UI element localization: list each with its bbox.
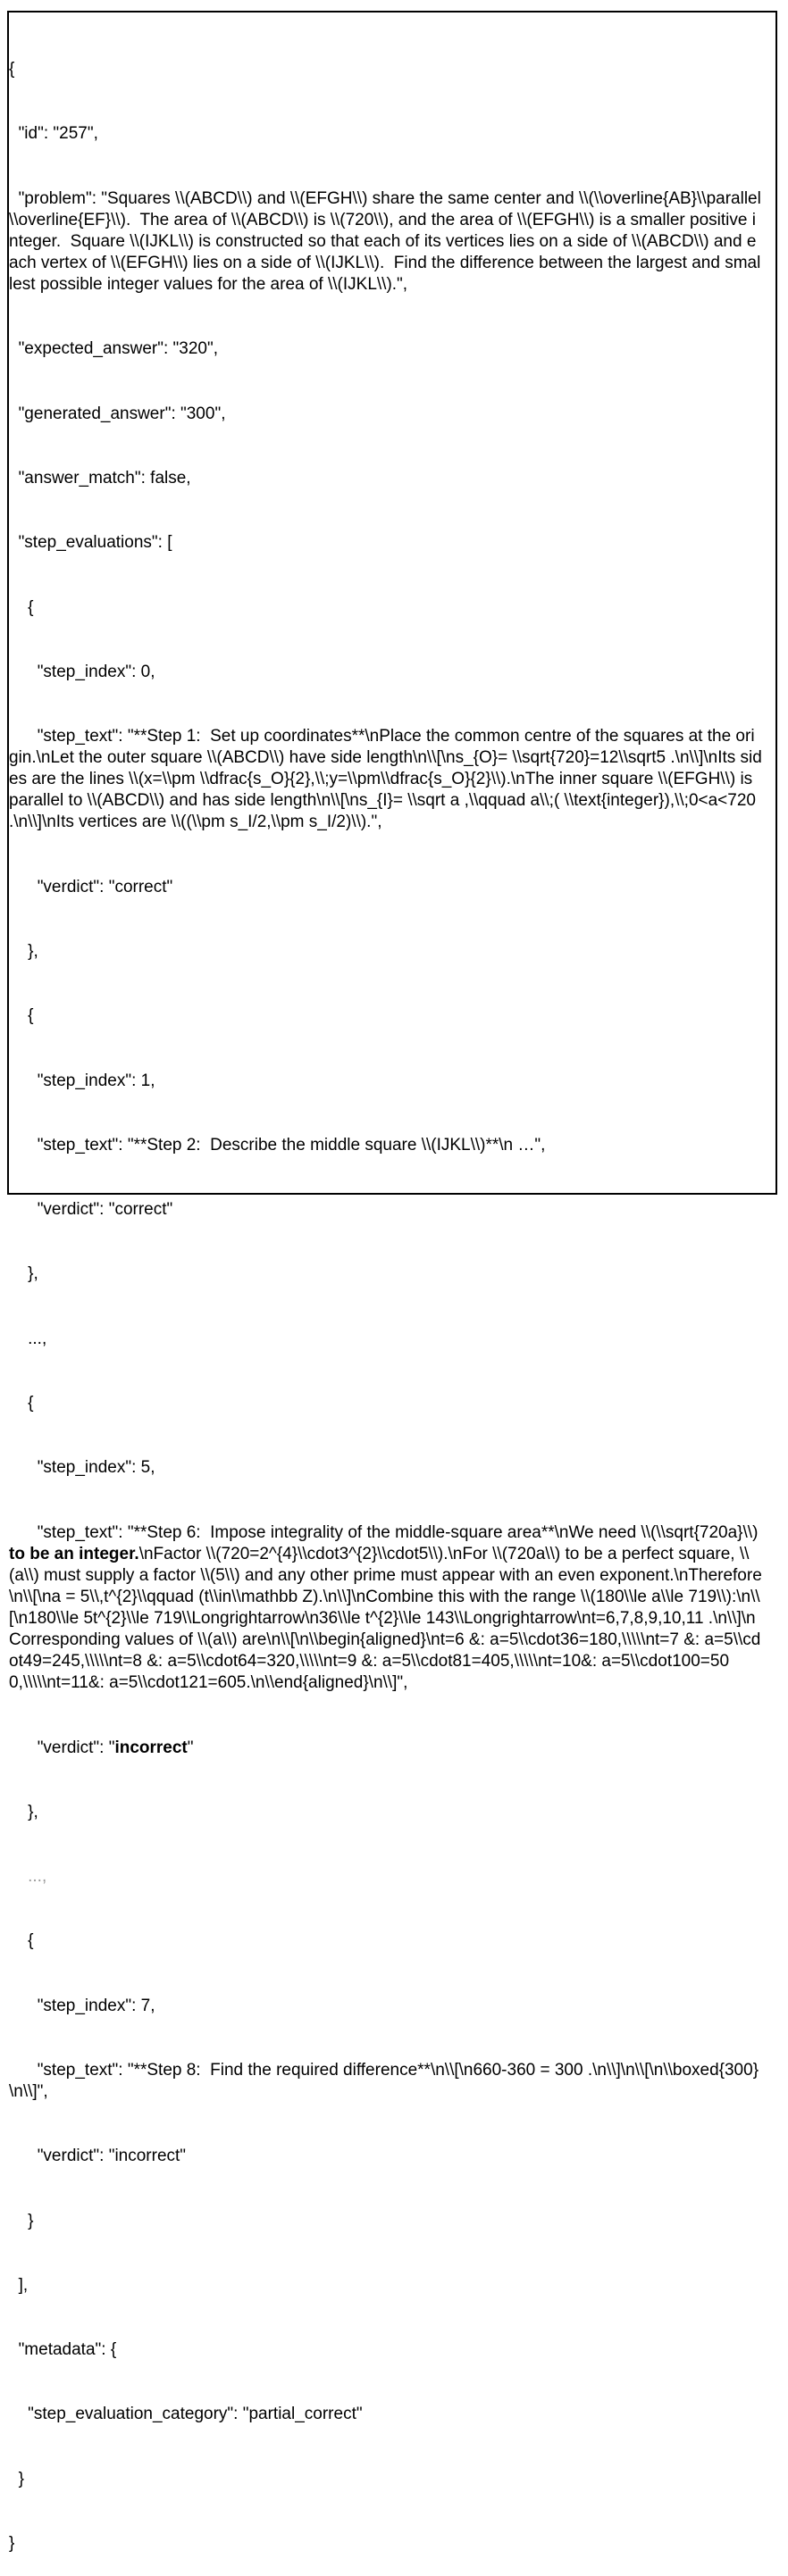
line-answer-match: "answer_match": false, [9,468,191,488]
line-step-evaluations: "step_evaluations": [ [9,533,172,553]
line-step0-open: { [9,597,34,617]
line-step0-verdict: "verdict": "correct" [9,877,173,896]
line-step0-index: "step_index": 0, [9,662,155,681]
line-metadata: "metadata": { [9,2340,117,2360]
line-step5-verdict [9,1738,764,1759]
line-step1-index: "step_index": 1, [9,1071,155,1090]
line-step1-close: }, [9,1264,38,1284]
line-step-evaluations-close: ], [9,2275,29,2295]
line-step1-open: { [9,1006,34,1026]
step5-verdict-prefix: "verdict": " [9,1738,115,1757]
line-id: "id": "257", [9,124,98,144]
line-metadata-close: } [9,2469,24,2488]
line-close-brace: } [9,2533,15,2553]
line-step5-close: }, [9,1802,38,1822]
step5-verdict-value: incorrect [114,1738,188,1757]
line-step7-close: } [9,2211,34,2230]
line-step5-text [9,1522,764,1695]
step5-text-bold: to be an integer. [9,1544,139,1563]
line-step1-verdict: "verdict": "correct" [9,1200,173,1220]
line-expected-answer: "expected_answer": "320", [9,339,219,359]
line-step5-open: { [9,1394,34,1413]
line-step0-text: "step_text": "**Step 1: Set up coordinates**\nPlace the common centre of the squares at the origin.\nLet the outer square \\(ABCD\\) have side length\n\\[\ns_{O}= \\sqrt{720}=12\\sqrt5 .\n\\]\nIts sides are the lines \\(x=\\pm \\dfrac{s_O}{2},\\;y=\\pm\\dfrac{s_O}{2}\\).\nThe inner square \\(EFGH\\) is parallel to \\(ABCD\\) and has side length\n\\[\ns_{I}= \\sqrt a ,\\qquad a\\;( \\text{integer}),\\;0<a<720 .\n\\]\nIts vertices are \\((\\pm s_I/2,\\pm s_I/2)\\).", [9,727,762,832]
json-document [9,16,764,2576]
line-ellipsis-1: ..., [9,1329,47,1348]
line-generated-answer: "generated_answer": "300", [9,404,226,423]
line-step7-text: "step_text": "**Step 8: Find the required difference**\n\\[\n660-360 = 300 .\n\\]\n\\[\n\\boxed{300}\n\\]", [9,2060,759,2101]
step5-text-start: "step_text": "**Step 6: Impose integrality of the middle-square area**\nWe need \\(\\sqrt{720a}\\) [9,1522,763,1542]
line-metadata-category: "step_evaluation_category": "partial_correct" [9,2405,363,2424]
line-problem: "problem": "Squares \\(ABCD\\) and \\(EFGH\\) share the same center and \\(\\overline{AB}\\parallel\\overline{EF}\\). The area of \\(ABCD\\) is \\(720\\), and the area of \\(EFGH\\) is a smaller positive integer. Square \\(IJKL\\) is constructed so that each of its vertices lies on a side of \\(ABCD\\) and each vertex of \\(EFGH\\) lies on a side of \\(IJKL\\). Find the difference between the largest and smallest possible integer values for the area of \\(IJKL\\).", [9,188,761,295]
line-step7-open: { [9,1931,34,1951]
line-step0-close: }, [9,942,38,962]
line-step7-verdict: "verdict": "incorrect" [9,2147,187,2166]
line-open-brace: { [9,60,15,79]
line-ellipsis-2: ..., [9,1867,47,1887]
step5-verdict-suffix: " [187,1738,194,1757]
line-step7-index: "step_index": 7, [9,1996,155,2015]
step5-text-end: \nFactor \\(720=2^{4}\\cdot3^{2}\\cdot5\\).\nFor \\(720a\\) to be a perfect square, \\(a\\) must supply a factor \\(5\\) and any other prime must appear with an even exponent.\nTherefore\n\\[\na = 5\\,t^{2}\\qquad (t\\in\\mathbb Z).\n\\]\nCombine this with the range \\(180\\le a\\le 719\\):\n\\[\n180\\le 5t^{2}\\le 719\\Longrightarrow\n36\\le t^{2}\\le 143\\Longrightarrow\nt=6,7,8,9,10,11 .\n\\]\nCorresponding values of \\(a\\) are\n\\[\n\\begin{aligned}\nt=6 &: a=5\\cdot36=180,\\\\\nt=7 &: a=5\\cdot49=245,\\\\\nt=8 &: a=5\\cdot64=320,\\\\\nt=9 &: a=5\\cdot81=405,\\\\\nt=10&: a=5\\cdot100=500,\\\\\nt=11&: a=5\\cdot121=605.\n\\end{aligned}\n\\]", [9,1544,762,1693]
line-step5-index: "step_index": 5, [9,1458,155,1478]
line-step1-text: "step_text": "**Step 2: Describe the middle square \\(IJKL\\)**\n …", [9,1135,546,1155]
